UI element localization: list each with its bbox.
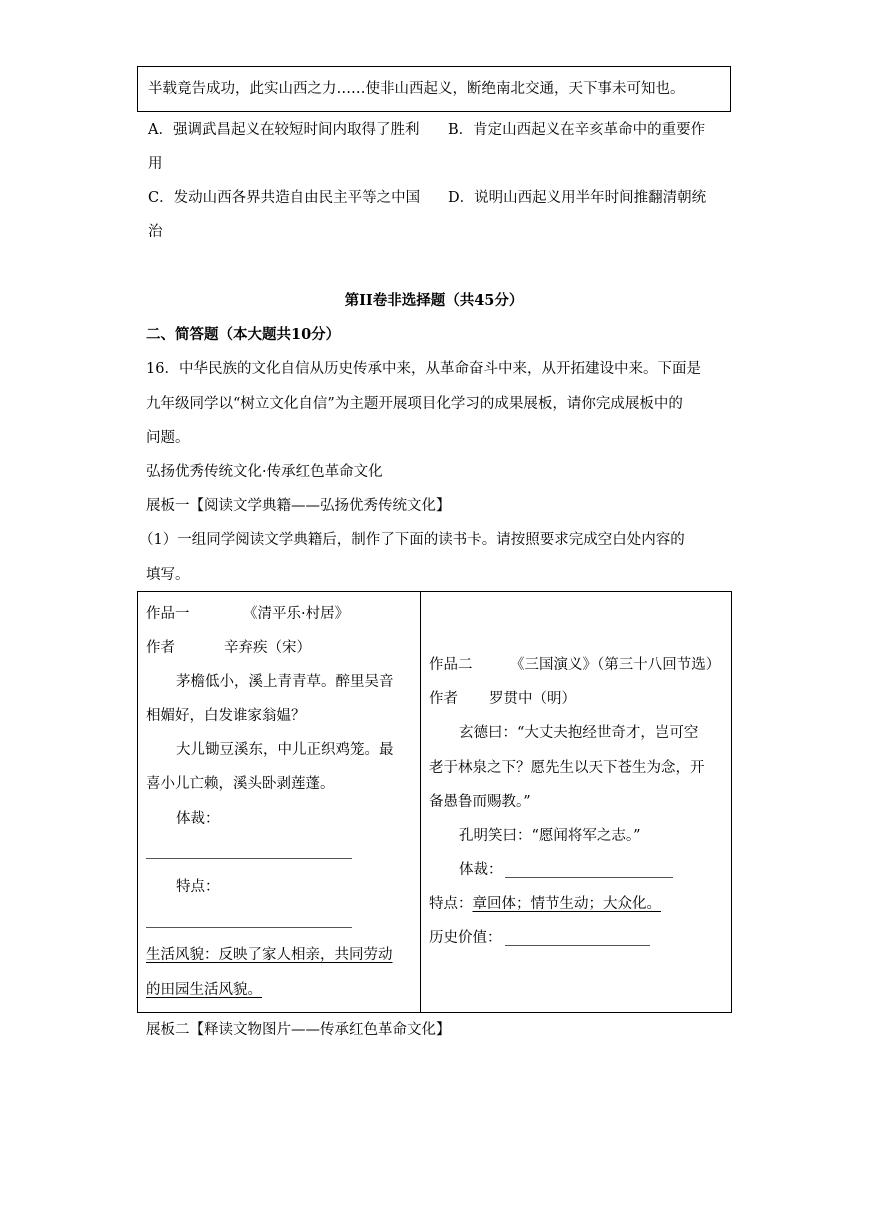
table-divider	[420, 591, 421, 1013]
right-genre-label: 体裁：	[459, 862, 503, 878]
question-16-line1: 16．中华民族的文化自信从历史传承中来，从革命奋斗中来，从开拓建设中来。下面是	[146, 361, 701, 377]
question-16-line2: 九年级同学以“树立文化自信”为主题开展项目化学习的成果展板，请你完成展板中的	[146, 396, 683, 412]
right-author: 罗贯中（明）	[489, 691, 576, 707]
excerpt-line-1: 玄德曰：“大丈夫抱经世奇才，岂可空	[459, 725, 699, 741]
option-b-continued: 用	[148, 156, 163, 172]
option-b: B．肯定山西起义在辛亥革命中的重要作	[448, 122, 706, 138]
left-work-label: 作品一	[146, 606, 190, 622]
sub-question-1-line1: （1）一组同学阅读文学典籍后，制作了下面的读书卡。请按照要求完成空白处内容的	[139, 532, 685, 548]
right-work-title: 《三国演义》（第三十八回节选）	[510, 657, 721, 673]
poem-line-3: 大儿锄豆溪东，中儿正织鸡笼。最	[176, 742, 394, 758]
left-life-value-1: 反映了家人相亲，共同劳动	[218, 947, 393, 963]
left-genre-blank	[146, 858, 352, 859]
board-one-heading: 展板一【阅读文学典籍——弘扬优秀传统文化】	[146, 498, 451, 514]
left-life-value-2: 的田园生活风貌。	[146, 982, 262, 998]
right-value-label: 历史价值：	[429, 930, 502, 946]
option-c: C．发动山西各界共造自由民主平等之中国	[148, 190, 421, 206]
question-16-line3: 问题。	[146, 430, 190, 446]
poem-line-2: 相媚好，白发谁家翁媪？	[146, 708, 306, 724]
option-a: A．强调武昌起义在较短时间内取得了胜利	[148, 122, 420, 138]
left-life-label: 生活风貌：	[146, 947, 219, 963]
right-feature-line	[429, 894, 661, 914]
quote-text: 半载竟告成功，此实山西之力……使非山西起义，断绝南北交通，天下事未可知也。	[148, 81, 685, 97]
excerpt-line-4: 孔明笑曰：“愿闻将军之志。”	[459, 828, 641, 844]
left-life-line-1	[146, 945, 393, 965]
excerpt-line-3: 备愚鲁而赐教。”	[429, 794, 531, 810]
section-subtitle: 二、简答题（本大题共10分）	[146, 326, 341, 343]
right-author-label: 作者	[429, 691, 458, 707]
left-work-title: 《清平乐·村居》	[243, 606, 350, 622]
right-genre-blank	[505, 877, 673, 878]
board-two-heading: 展板二【释读文物图片——传承红色革命文化】	[146, 1022, 451, 1038]
right-feature-value: 章回体；情节生动；大众化。	[472, 896, 661, 912]
poem-line-1: 茅檐低小，溪上青青草。醉里吴音	[176, 674, 394, 690]
excerpt-line-2: 老于林泉之下？愿先生以天下苍生为念，开	[429, 760, 705, 776]
sub-question-1-line2: 填写。	[146, 567, 190, 583]
poem-line-4: 喜小儿亡赖，溪头卧剥莲蓬。	[146, 776, 335, 792]
left-genre-label: 体裁：	[176, 811, 220, 827]
theme-line: 弘扬优秀传统文化·传承红色革命文化	[146, 464, 383, 480]
option-d: D．说明山西起义用半年时间推翻清朝统	[448, 190, 707, 206]
right-value-blank	[505, 945, 650, 946]
option-d-continued: 治	[148, 224, 163, 240]
right-feature-label: 特点：	[429, 896, 473, 912]
left-feature-blank	[146, 927, 352, 928]
left-feature-label: 特点：	[176, 879, 220, 895]
section-title: 第II卷非选择题（共45分）	[344, 292, 524, 309]
right-work-label: 作品二	[429, 657, 473, 673]
left-author: 辛弃疾（宋）	[224, 640, 311, 656]
left-author-label: 作者	[146, 640, 175, 656]
